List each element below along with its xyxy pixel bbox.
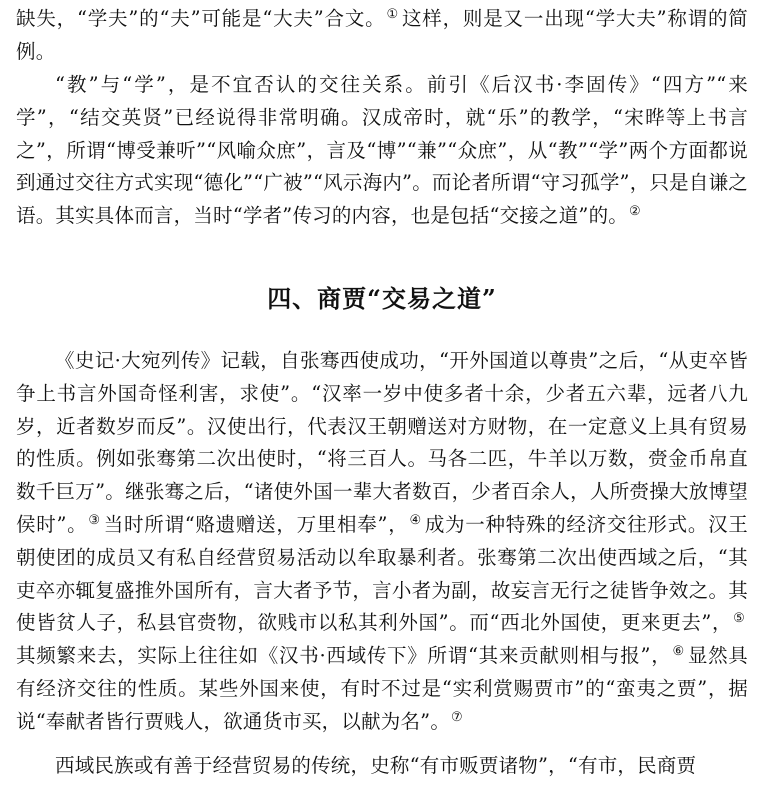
- footnote-marker: ②: [628, 204, 641, 220]
- footnote-marker: ③: [88, 512, 101, 528]
- paragraph-3: [16, 345, 748, 739]
- text-run: “教”与“学”，是不宜否认的交往关系。前引《后汉书·李固传》“四方”“来学”，“结交英贤”已经说得非常明确。汉成帝时，就“乐”的教学，“宋晔等上书言之”，所谓“博受兼听”“风喻众庶”，言及“博”“兼”“众庶”，从“教”“学”两个方面都说到通过交往方式实现“德化”“广被”“风示海内”。而论者所谓“守习孤学”，只是自谦之语。其实具体而言，当时“学者”传习的内容，也是包括“交接之道”的。: [16, 73, 748, 228]
- text-run: 当时所谓“赂遗赠送，万里相奉”，: [103, 512, 409, 536]
- paragraph-1: [16, 3, 748, 69]
- text-run: 显然具有经济交往的性质。某些外国来使，有时不过是“实利赏赐贾市”的“蛮夷之贾”，据说“奉献者皆行贾贱人，欲通货市买，以献为名”。: [16, 644, 749, 733]
- text-run: 其频繁来去，实际上往往如《汉书·西域传下》所谓“其来贡献则相与报”，: [16, 644, 672, 668]
- footnote-marker: ④: [409, 512, 422, 528]
- footnote-marker: ⑤: [733, 611, 745, 627]
- footnote-marker: ①: [386, 7, 399, 22]
- text-run: 成为一种特殊的经济交往形式。汉王朝使团的成员又有私自经营贸易活动以牟取暴利者。张骞第二次出使西域之后，“其吏卒亦辄复盛推外国所有，言大者予节，言小者为副，故妄言无行之徒皆争效之。其使皆贫人子，私县官赍物，欲贱市以私其利外国”。而“西北外国使，更来更去”，: [16, 512, 748, 635]
- section-heading: 四、商贾“交易之道”: [267, 284, 497, 313]
- text-run: 缺失，“学夫”的“夫”可能是“大夫”合文。: [16, 7, 386, 30]
- text-run: 这样，则是又一出现“学大夫”称谓的简例。: [16, 7, 749, 63]
- paragraph-4: [16, 750, 748, 783]
- text-run: 《史记·大宛列传》记载，自张骞西使成功，“开外国道以尊贵”之后，“从吏卒皆争上书言外国奇怪利害，求使”。“汉率一岁中使多者十余，少者五六辈，远者八九岁，近者数岁而反”。汉使出行，代表汉王朝赠送对方财物，在一定意义上具有贸易的性质。例如张骞第二次出使时，“将三百人。马各二匹，牛羊以万数，赍金币帛直数千巨万”。继张骞之后，“诸使外国一辈大者数百，少者百余人，人所赍操大放博望侯时”。: [16, 349, 748, 536]
- footnote-marker: ⑥: [672, 644, 685, 660]
- text-run: 西域民族或有善于经营贸易的传统，史称“有市贩贾诸物”，“有市，民商贾: [55, 754, 697, 777]
- paragraph-2: [16, 69, 748, 233]
- footnote-marker: ⑦: [451, 709, 463, 725]
